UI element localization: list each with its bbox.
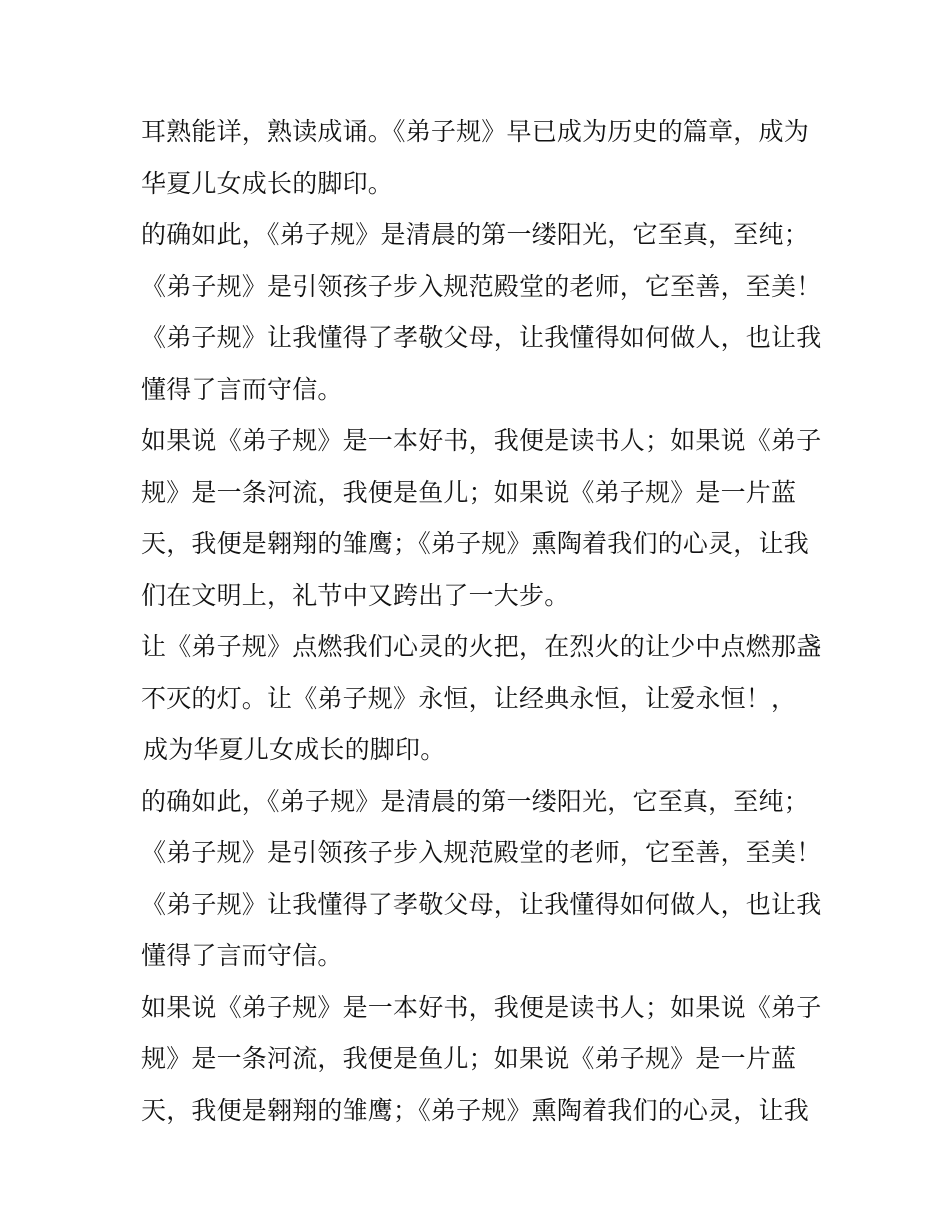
text-line: 如果说《弟子规》是一本好书，我便是读书人；如果说《弟子 [141, 992, 822, 1022]
text-line: 规》是一条河流，我便是鱼儿；如果说《弟子规》是一片蓝 [141, 477, 797, 507]
text-line: 《弟子规》是引领孩子步入规范殿堂的老师，它至善，至美！ [141, 271, 822, 301]
text-line: 成为华夏儿女成长的脚印。 [143, 735, 446, 764]
text-line: 的确如此，《弟子规》是清晨的第一缕阳光，它至真，至纯； [141, 220, 809, 249]
text-line: 不灭的灯。让《弟子规》永恒，让经典永恒，让爱永恒！， [141, 683, 797, 713]
text-line: 《弟子规》让我懂得了孝敬父母，让我懂得如何做人，也让我 [141, 889, 822, 919]
text-line: 懂得了言而守信。 [141, 941, 343, 970]
text-line: 耳熟能详，熟读成诵。《弟子规》早已成为历史的篇章，成为 [141, 117, 809, 146]
text-line: 天，我便是翱翔的雏鹰；《弟子规》熏陶着我们的心灵，让我 [141, 1095, 809, 1125]
document-body [141, 106, 841, 1136]
text-line: 们在文明上，礼节中又跨出了一大步。 [141, 580, 570, 610]
text-line: 的确如此，《弟子规》是清晨的第一缕阳光，它至真，至纯； [141, 786, 809, 816]
text-line: 天，我便是翱翔的雏鹰；《弟子规》熏陶着我们的心灵，让我 [141, 529, 809, 558]
text-line: 华夏儿女成长的脚印。 [141, 168, 394, 198]
text-line: 让《弟子规》点燃我们心灵的火把，在烈火的让少中点燃那盏 [141, 632, 822, 661]
text-line: 懂得了言而守信。 [141, 374, 343, 404]
text-line: 《弟子规》是引领孩子步入规范殿堂的老师，它至善，至美！ [141, 838, 822, 867]
text-line: 《弟子规》让我懂得了孝敬父母，让我懂得如何做人，也让我 [141, 323, 822, 352]
text-line: 如果说《弟子规》是一本好书，我便是读书人；如果说《弟子 [141, 426, 822, 455]
text-line: 规》是一条河流，我便是鱼儿；如果说《弟子规》是一片蓝 [141, 1044, 797, 1073]
